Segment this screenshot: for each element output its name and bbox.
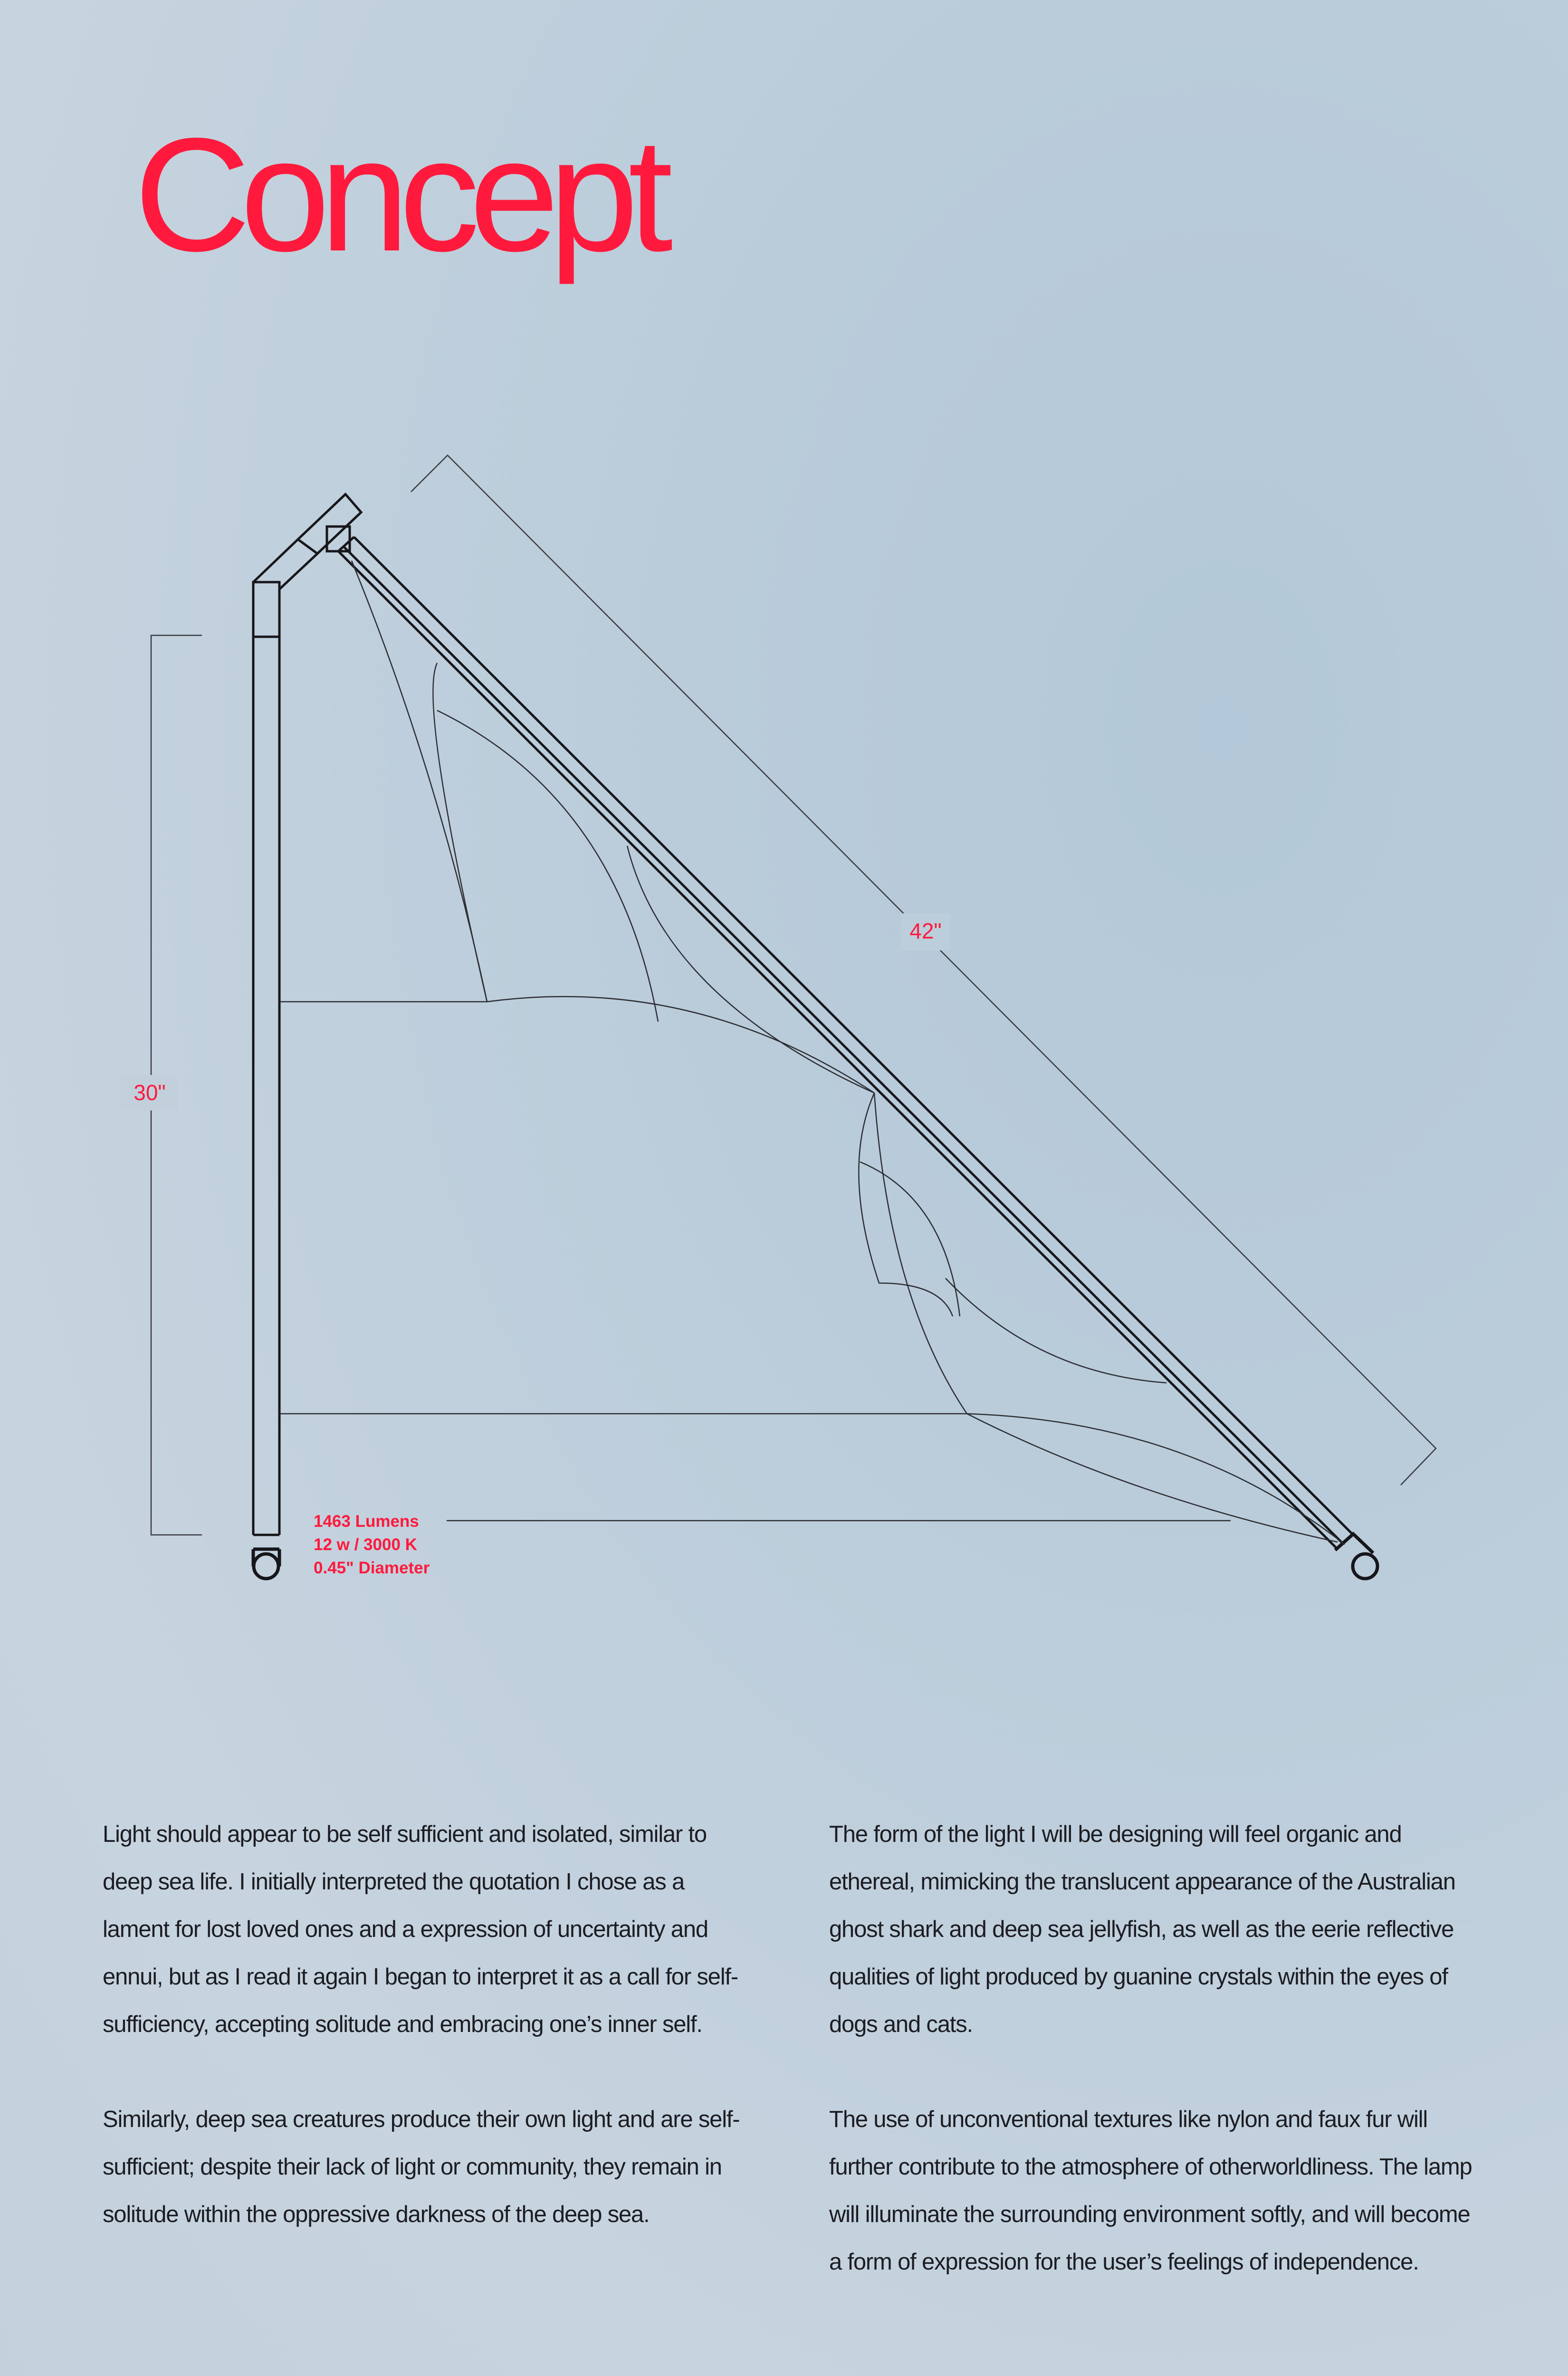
elbow-joint — [253, 494, 361, 589]
spec-lumens: 1463 Lumens — [314, 1512, 419, 1531]
text-column-left — [103, 1811, 749, 2286]
page-title: Concept — [134, 105, 663, 285]
paragraph: Light should appear to be self sufficient and isolated, similar to deep sea life. I initially interpreted the quotation I chose as a lament for lost loved ones and a expression of uncertainty and ennui, but as I read it again I began to interpret it as a call for self-sufficiency, accepting solitude and embracing one’s inner self. — [103, 1821, 738, 2037]
spec-diameter: 0.45" Diameter — [314, 1559, 430, 1577]
height-label: 30" — [134, 1080, 166, 1105]
paragraph: The form of the light I will be designing will feel organic and ethereal, mimicking the translucent appearance of the Australian ghost shark and deep sea jellyfish, as well as the eerie reflective qualities of light produced by guanine crystals within the eyes of dogs and cats. — [829, 1821, 1455, 2037]
diagonal-pole — [338, 537, 1353, 1549]
text-column-right — [829, 1811, 1475, 2333]
paragraph: The use of unconventional textures like nylon and faux fur will further contribute to the atmosphere of otherworldliness. The lamp will illuminate the surrounding environment softly, and will become a form of expression for the user’s feelings of independence. — [829, 2107, 1472, 2275]
vertical-pole — [253, 582, 279, 1535]
length-label: 42" — [909, 919, 942, 943]
spec-power-temperature: 12 w / 3000 K — [314, 1535, 417, 1554]
paragraph: Similarly, deep sea creatures produce their own light and are self-sufficient; despite their lack of light or community, they remain in solitude within the oppressive darkness of the deep sea. — [103, 2107, 740, 2227]
